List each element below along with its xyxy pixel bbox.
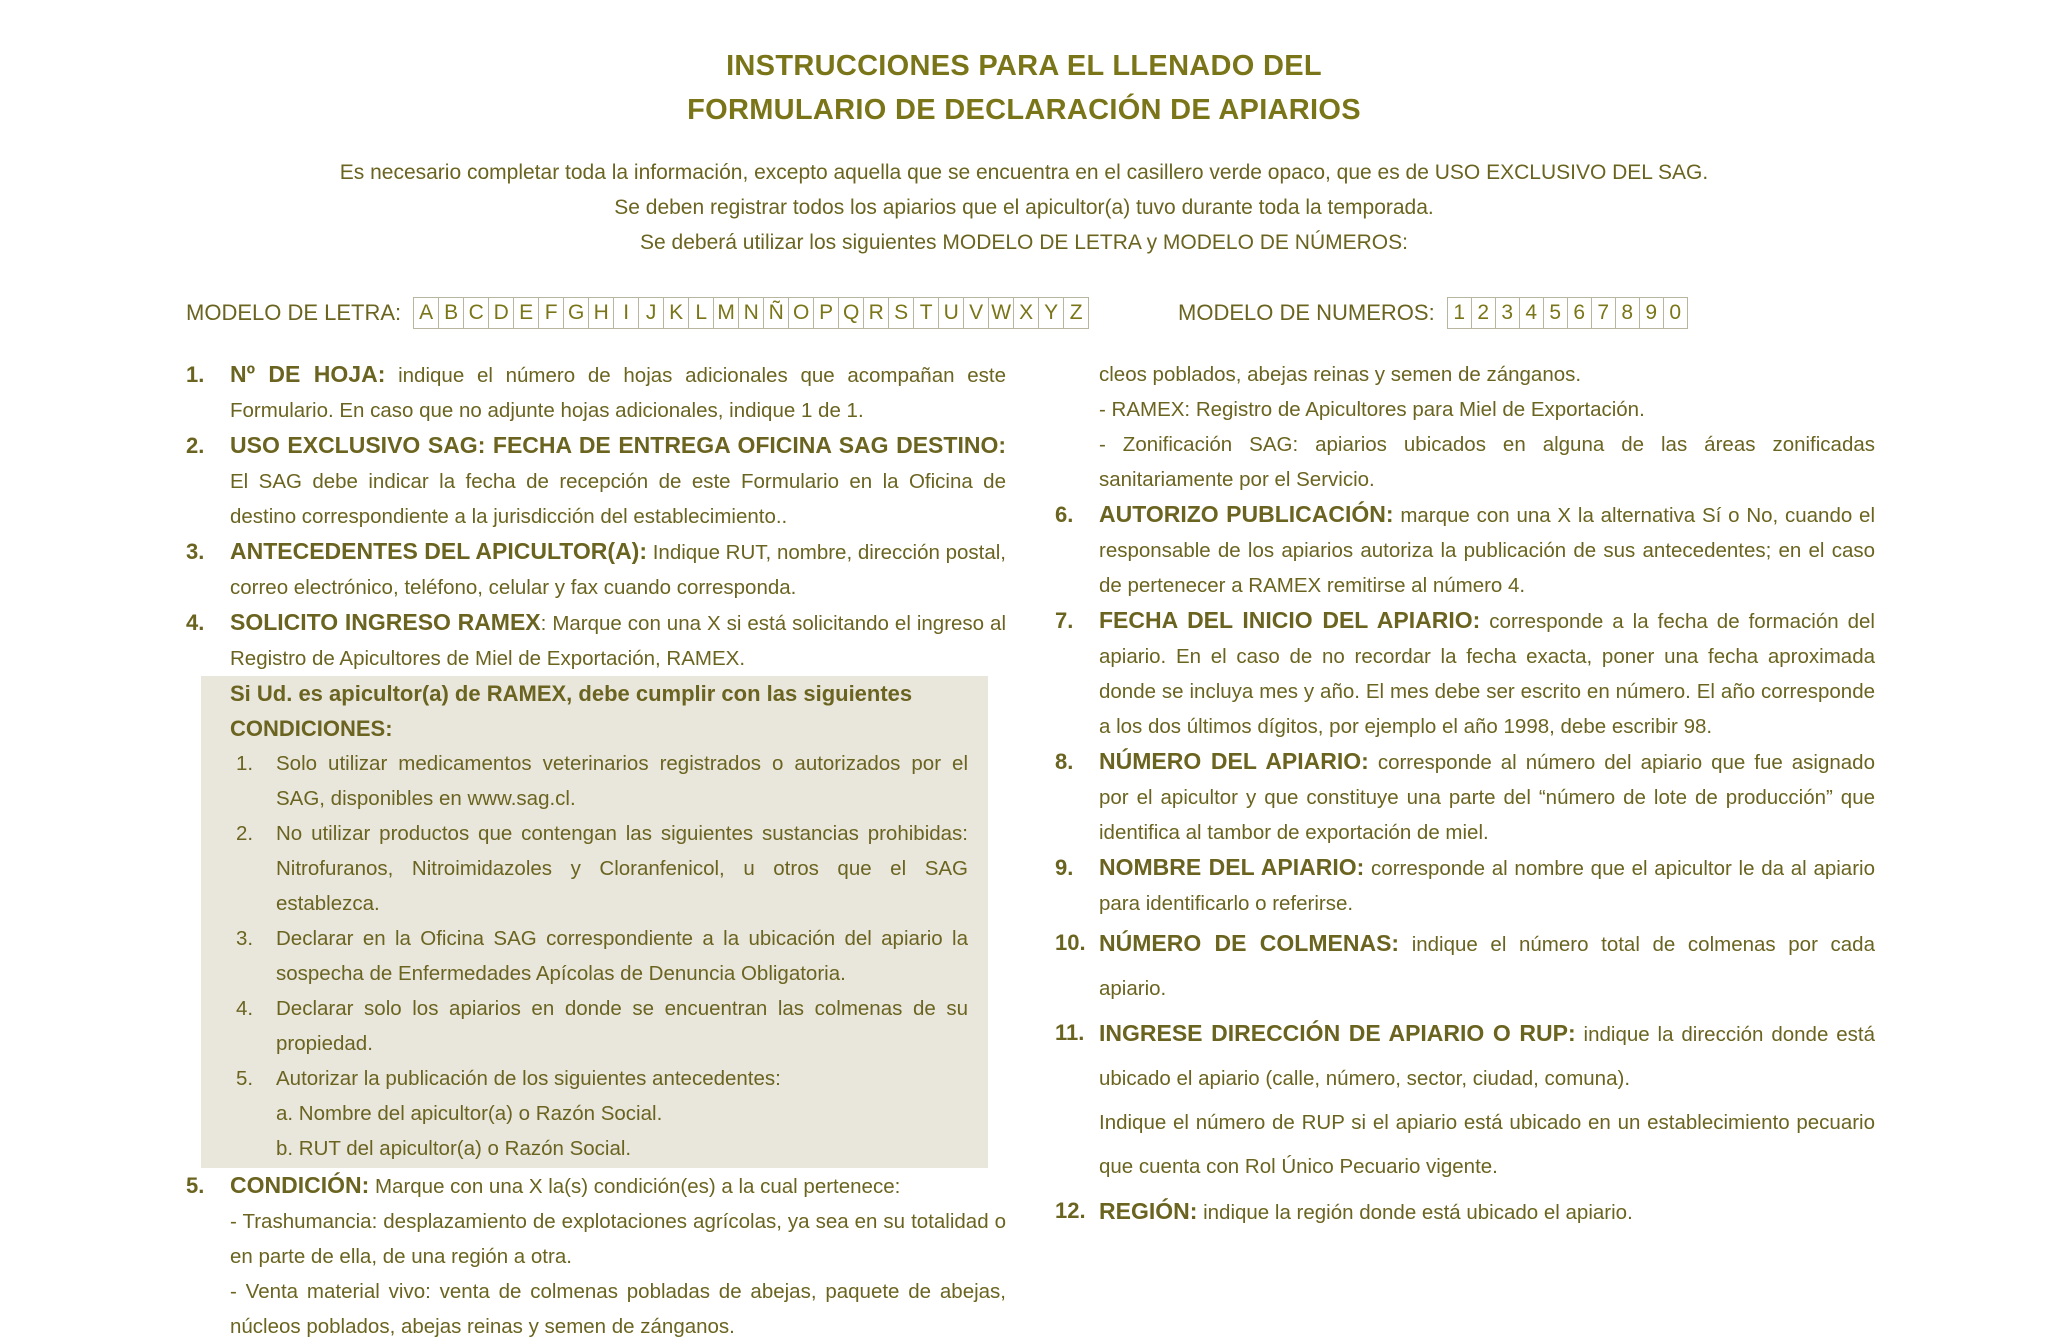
condition-text: Autorizar la publicación de los siguientes antecedentes: bbox=[276, 1067, 781, 1090]
letter-model-box: Z bbox=[1064, 297, 1089, 329]
letter-model-box: O bbox=[789, 297, 814, 329]
item-heading: USO EXCLUSIVO SAG: FECHA DE ENTREGA OFICINA SAG DESTINO: bbox=[230, 432, 1006, 458]
number-model-box: 8 bbox=[1616, 297, 1640, 329]
condition-text: Declarar solo los apiarios en donde se encuentran las colmenas de su propiedad. bbox=[276, 997, 968, 1055]
letter-model-box: Q bbox=[839, 297, 864, 329]
item-heading: ANTECEDENTES DEL APICULTOR(A): bbox=[230, 538, 648, 564]
item-number: 11. bbox=[1055, 1020, 1085, 1045]
number-model-box: 6 bbox=[1568, 297, 1592, 329]
instruction-item-2 bbox=[186, 428, 1006, 534]
item-heading: NOMBRE DEL APIARIO: bbox=[1099, 854, 1365, 880]
item-number: 2. bbox=[186, 433, 205, 458]
letter-boxes bbox=[413, 297, 1089, 329]
item-text: El SAG debe indicar la fecha de recepción de este Formulario en la Oficina de destino correspondiente a la jurisdicción del establecimiento.. bbox=[230, 470, 1006, 528]
condition-number: 3. bbox=[236, 927, 254, 950]
item-heading: FECHA DEL INICIO DEL APIARIO: bbox=[1099, 607, 1481, 633]
ramex-conditions-box bbox=[201, 676, 988, 1168]
letter-model-box: Ñ bbox=[764, 297, 789, 329]
item-heading: NÚMERO DE COLMENAS: bbox=[1099, 930, 1400, 956]
instruction-item-1 bbox=[186, 357, 1006, 428]
item-number: 10. bbox=[1055, 930, 1086, 955]
letter-model-label: MODELO DE LETRA: bbox=[186, 300, 402, 325]
number-model-box: 4 bbox=[1520, 297, 1544, 329]
condition-number: 2. bbox=[236, 822, 254, 845]
letter-model-box: J bbox=[639, 297, 664, 329]
item-text: corresponde a la fecha de formación del apiario. En el caso de no recordar la fecha exacta, poner una fecha aproximada donde se incluya mes y año. El mes debe ser escrito en número. El año corresponde a los dos últimos dígitos, por ejemplo el año 1998, debe escribir 98. bbox=[1099, 610, 1875, 738]
right-column bbox=[1055, 357, 1875, 1235]
item-number: 12. bbox=[1055, 1198, 1086, 1223]
letter-model-box: G bbox=[564, 297, 589, 329]
item-text: indique el número de hojas adicionales que acompañan este Formulario. En caso que no adjunte hojas adicionales, indique 1 de 1. bbox=[230, 364, 1006, 422]
item-5-zonificacion: - Zonificación SAG: apiarios ubicados en alguna de las áreas zonificadas sanitariamente por el Servicio. bbox=[1099, 433, 1875, 491]
letter-model-box: H bbox=[589, 297, 614, 329]
instruction-item-3 bbox=[186, 534, 1006, 605]
number-model-box: 2 bbox=[1472, 297, 1496, 329]
ramex-subcondition: b. RUT del apicultor(a) o Razón Social. bbox=[276, 1137, 632, 1160]
number-model-box: 5 bbox=[1544, 297, 1568, 329]
title-line-2: FORMULARIO DE DECLARACIÓN DE APIARIOS bbox=[687, 94, 1361, 126]
item-text: marque con una X la alternativa Sí o No, cuando el responsable de los apiarios autoriza la publicación de sus antecedentes; en el caso de pertenecer a RAMEX remitirse al número 4. bbox=[1099, 504, 1876, 597]
letter-model-box: B bbox=[439, 297, 464, 329]
item-heading: NÚMERO DEL APIARIO: bbox=[1099, 748, 1369, 774]
item-text: corresponde al nombre que el apicultor le da al apiario para identificarlo o referirse. bbox=[1099, 857, 1875, 915]
intro-line: Se deberá utilizar los siguientes MODELO DE LETRA y MODELO DE NÚMEROS: bbox=[640, 231, 1408, 254]
item-number: 4. bbox=[186, 610, 205, 635]
ramex-condition bbox=[230, 746, 968, 816]
letter-model-box: C bbox=[464, 297, 489, 329]
item-text: corresponde al número del apiario que fue asignado por el apicultor y que constituye una parte del “número de lote de producción” que identifica al tambor de exportación de miel. bbox=[1099, 751, 1875, 844]
instruction-item-6 bbox=[1055, 497, 1875, 603]
ramex-condition bbox=[230, 816, 968, 921]
condition-number: 5. bbox=[236, 1067, 254, 1090]
letter-model-box: I bbox=[614, 297, 639, 329]
item-heading: CONDICIÓN: bbox=[230, 1172, 370, 1198]
number-model-box: 3 bbox=[1496, 297, 1520, 329]
item-number: 9. bbox=[1055, 855, 1074, 880]
number-model bbox=[1178, 296, 1688, 330]
item-number: 6. bbox=[1055, 502, 1074, 527]
item-5-ramex: - RAMEX: Registro de Apicultores para Miel de Exportación. bbox=[1099, 398, 1645, 421]
number-model-label: MODELO DE NUMEROS: bbox=[1178, 300, 1435, 325]
intro-line: Se deben registrar todos los apiarios que el apicultor(a) tuvo durante toda la temporada. bbox=[614, 196, 1434, 219]
letter-model-box: L bbox=[689, 297, 714, 329]
condition-text: Declarar en la Oficina SAG correspondiente a la ubicación del apiario la sospecha de Enfermedades Apícolas de Denuncia Obligatoria. bbox=[276, 927, 968, 985]
number-model-box: 0 bbox=[1664, 297, 1688, 329]
instruction-item-12 bbox=[1055, 1189, 1875, 1235]
item-number: 7. bbox=[1055, 608, 1074, 633]
item-number: 3. bbox=[186, 539, 205, 564]
item-number: 1. bbox=[186, 362, 205, 387]
letter-model-box: Y bbox=[1039, 297, 1064, 329]
item-number: 8. bbox=[1055, 749, 1074, 774]
ramex-condition bbox=[230, 921, 968, 991]
item-5-venta-material-continued: cleos poblados, abejas reinas y semen de zánganos. bbox=[1099, 363, 1582, 386]
letter-model-box: S bbox=[889, 297, 914, 329]
letter-model bbox=[186, 296, 1089, 330]
condition-number: 1. bbox=[236, 752, 254, 775]
item-11-rup-note: Indique el número de RUP si el apiario está ubicado en un establecimiento pecuario que cuenta con Rol Único Pecuario vigente. bbox=[1099, 1111, 1875, 1178]
letter-model-box: F bbox=[539, 297, 564, 329]
number-boxes bbox=[1447, 297, 1688, 329]
instruction-item-4 bbox=[186, 605, 1006, 676]
letter-model-box: R bbox=[864, 297, 889, 329]
letter-model-box: U bbox=[939, 297, 964, 329]
number-model-box: 9 bbox=[1640, 297, 1664, 329]
letter-model-box: N bbox=[739, 297, 764, 329]
letter-model-box: X bbox=[1014, 297, 1039, 329]
ramex-conditions-heading: Si Ud. es apicultor(a) de RAMEX, debe cumplir con las siguientes CONDICIONES: bbox=[230, 681, 913, 741]
item-heading: SOLICITO INGRESO RAMEX bbox=[230, 609, 541, 635]
item-text: Marque con una X la(s) condición(es) a la cual pertenece: bbox=[369, 1175, 901, 1198]
intro-line: Es necesario completar toda la información, excepto aquella que se encuentra en el casillero verde opaco, que es de USO EXCLUSIVO DEL SAG. bbox=[339, 161, 1709, 184]
ramex-condition bbox=[230, 991, 968, 1061]
item-number: 5. bbox=[186, 1173, 205, 1198]
letter-model-box: T bbox=[914, 297, 939, 329]
item-text: indique el número total de colmenas por cada apiario. bbox=[1099, 933, 1875, 1000]
item-heading: Nº DE HOJA: bbox=[230, 361, 386, 387]
item-heading: AUTORIZO PUBLICACIÓN: bbox=[1099, 501, 1394, 527]
instruction-item-7 bbox=[1055, 603, 1875, 744]
condition-number: 4. bbox=[236, 997, 254, 1020]
intro-text bbox=[0, 155, 2048, 260]
item-5-trashumancia: - Trashumancia: desplazamiento de explotaciones agrícolas, ya sea en su totalidad o en parte de ella, de una región a otra. bbox=[230, 1210, 1006, 1268]
item-text: indique la región donde está ubicado el apiario. bbox=[1197, 1201, 1633, 1224]
left-column bbox=[186, 357, 1007, 1338]
item-heading: REGIÓN: bbox=[1099, 1198, 1198, 1224]
letter-model-box: W bbox=[989, 297, 1014, 329]
instruction-item-8 bbox=[1055, 744, 1875, 850]
letter-model-box: M bbox=[714, 297, 739, 329]
condition-text: No utilizar productos que contengan las siguientes sustancias prohibidas: Nitrofuranos, Nitroimidazoles y Cloranfenicol, u otros que el SAG establezca. bbox=[276, 822, 968, 915]
item-5-venta-material: - Venta material vivo: venta de colmenas pobladas de abejas, paquete de abejas, núcleos poblados, abejas reinas y semen de zánganos. bbox=[230, 1280, 1006, 1338]
number-model-box: 1 bbox=[1448, 297, 1472, 329]
title-line-1: INSTRUCCIONES PARA EL LLENADO DEL bbox=[726, 50, 1322, 82]
letter-model-box: K bbox=[664, 297, 689, 329]
letter-model-box: E bbox=[514, 297, 539, 329]
letter-model-box: D bbox=[489, 297, 514, 329]
item-text: Indique RUT, nombre, dirección postal, correo electrónico, teléfono, celular y fax cuando corresponda. bbox=[230, 541, 1006, 599]
item-text: indique la dirección donde está ubicado el apiario (calle, número, sector, ciudad, comuna). bbox=[1099, 1023, 1875, 1090]
instruction-item-10 bbox=[1055, 921, 1875, 1011]
number-model-box: 7 bbox=[1592, 297, 1616, 329]
condition-text: Solo utilizar medicamentos veterinarios registrados o autorizados por el SAG, disponibles en www.sag.cl. bbox=[276, 752, 968, 810]
ramex-subcondition: a. Nombre del apicultor(a) o Razón Social. bbox=[276, 1102, 663, 1125]
letter-model-box: P bbox=[814, 297, 839, 329]
item-text: : Marque con una X si está solicitando el ingreso al Registro de Apicultores de Miel de Exportación, RAMEX. bbox=[230, 612, 1007, 670]
instruction-item-9 bbox=[1055, 850, 1875, 921]
instruction-item-11 bbox=[1055, 1011, 1875, 1101]
ramex-condition bbox=[230, 1061, 968, 1096]
instruction-item-5 bbox=[186, 1168, 1006, 1204]
letter-model-box: V bbox=[964, 297, 989, 329]
page-title bbox=[0, 44, 2048, 132]
letter-model-box: A bbox=[414, 297, 439, 329]
item-heading: INGRESE DIRECCIÓN DE APIARIO O RUP: bbox=[1099, 1020, 1576, 1046]
